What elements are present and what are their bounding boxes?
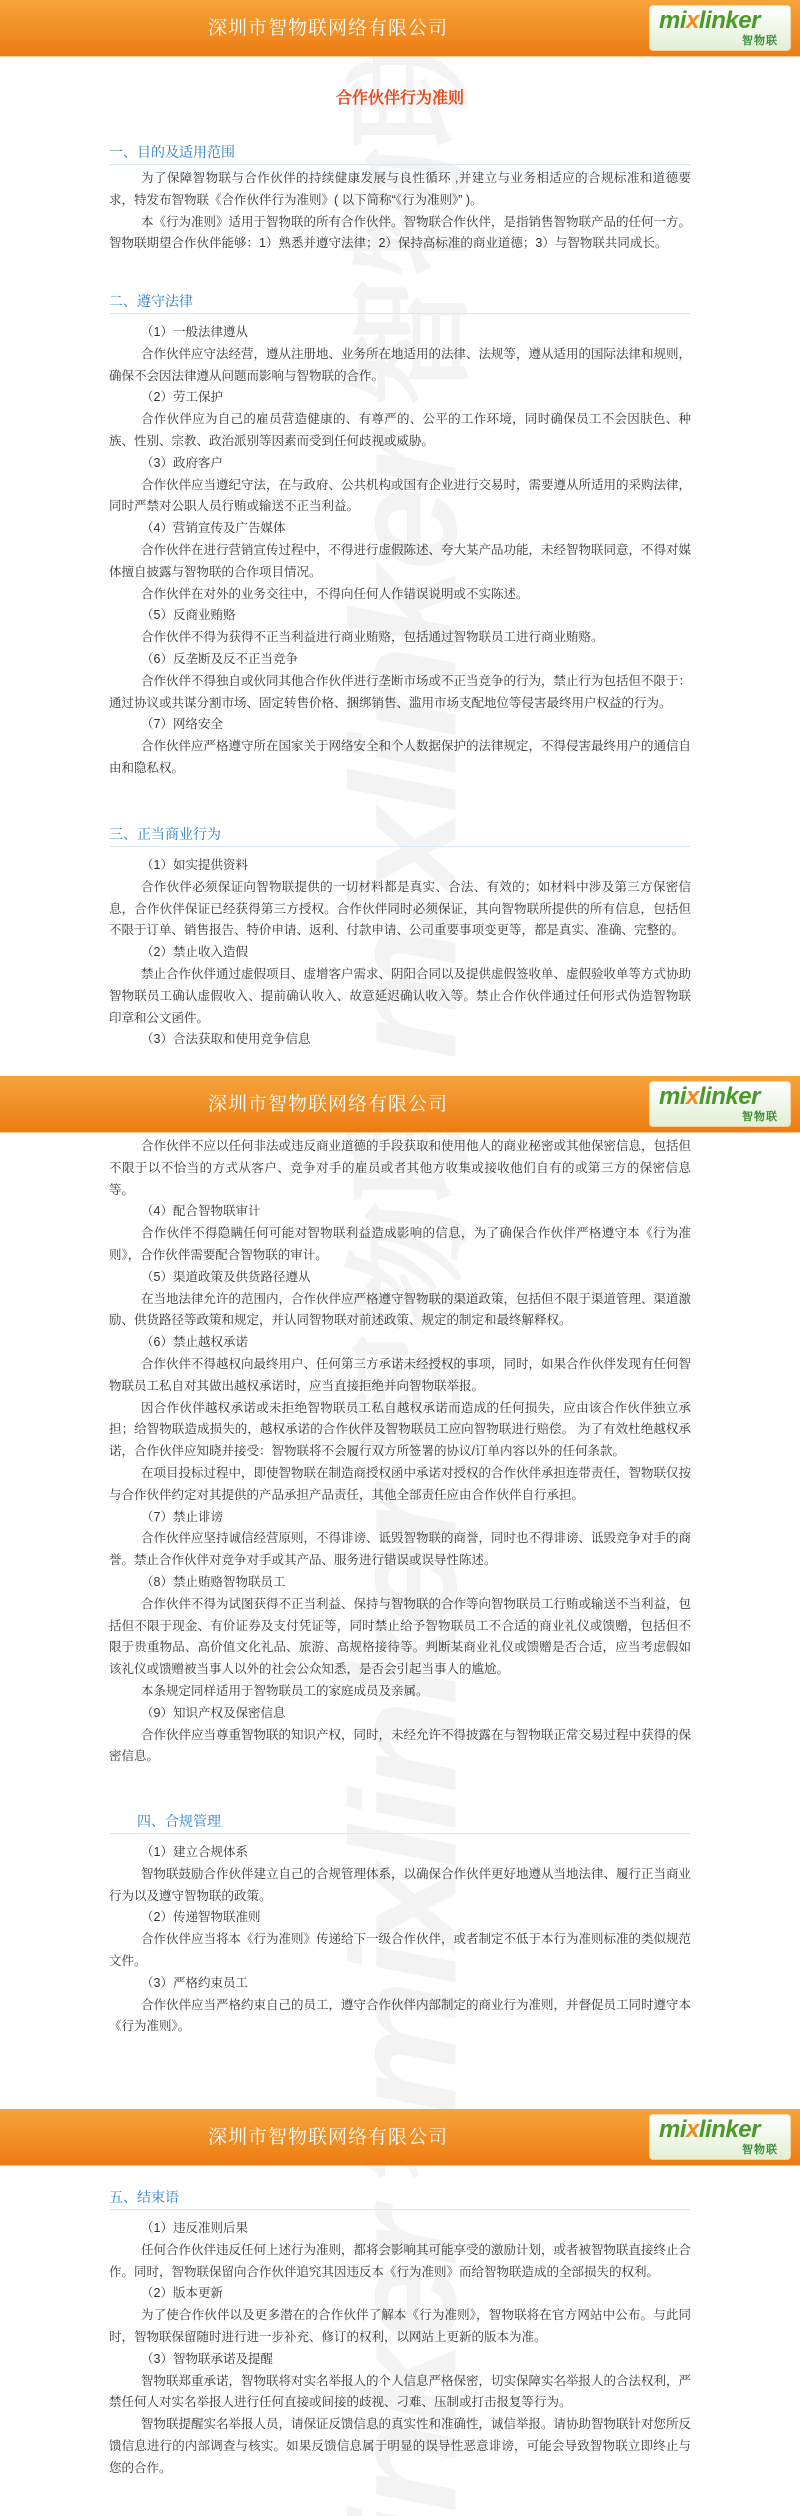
section-compliance-law — [109, 289, 691, 780]
logo-brand-part: mi — [659, 2116, 687, 2143]
paragraph: 在项目投标过程中，即使智物联在制造商授权函中承诺对授权的合作伙伴承担连带责任，智物联仅按与合作伙伴约定对其提供的产品承担产品责任，其他全部责任应由合作伙伴自行承担。 — [109, 1465, 692, 1502]
logo-brand — [659, 2116, 760, 2144]
item-label: （3）智物联承诺及提醒 — [141, 2351, 273, 2366]
document-title: 合作伙伴行为准则 — [335, 90, 464, 107]
logo-brand — [659, 1083, 760, 1111]
item-label: （1）一般法律遵从 — [141, 325, 248, 339]
paragraph: 合作伙伴应当遵纪守法，在与政府、公共机构或国有企业进行交易时，需要遵从所适用的采购法律，同时严禁对公职人员行贿或输送不正当利益。 — [109, 477, 692, 514]
paragraph: 合作伙伴不得独自或伙同其他合作伙伴进行垄断市场或不正当竞争的行为，禁止行为包括但不限于：通过协议或共谋分割市场、固定转售价格、捆绑销售、滥用市场支配地位等侵害最终用户权益的行为。 — [109, 673, 692, 710]
paragraph: 智物联鼓励合作伙伴建立自己的合规管理体系，以确保合作伙伴更好地遵从当地法律、履行正当商业行为以及遵守智物联的政策。 — [109, 1866, 692, 1903]
item-label: （7）网络安全 — [141, 717, 223, 732]
company-name: 深圳市智物联网络有限公司 — [208, 17, 449, 39]
logo-brand-x: x — [686, 2116, 699, 2143]
item-label: （5）渠道政策及供货路径遵从 — [141, 1269, 311, 1284]
page-2 — [0, 1076, 800, 2109]
paragraph: 为了保障智物联与合作伙伴的持续健康发展与良性循环 ,并建立与业务相适应的合规标准和道德要求，特发布智物联《合作伙伴行为准则》( 以下简称“《行为准则》” )。 — [109, 171, 691, 207]
item-label: （2）劳工保护 — [141, 390, 223, 405]
logo-brand-x: x — [686, 1083, 699, 1110]
logo-brand-part: linker — [698, 1083, 760, 1110]
mixlinker-logo — [650, 6, 790, 50]
item-label: （2）传递智物联准则 — [141, 1910, 261, 1925]
paragraph: 本条规定同样适用于智物联员工的家庭成员及亲属。 — [141, 1683, 429, 1698]
logo-cn: 智物联 — [742, 1111, 778, 1123]
item-label: （5）反商业贿赂 — [141, 608, 236, 623]
page-3 — [0, 2109, 800, 2516]
paragraph: 合作伙伴应坚持诚信经营原则，不得诽谤、诋毁智物联的商誉，同时也不得诽谤、诋毁竞争对手的商誉。禁止合作伙伴对竞争对手或其产品、服务进行错误或误导性陈述。 — [109, 1531, 692, 1568]
logo-brand-part: linker — [698, 7, 760, 34]
section-heading: 一、目的及适用范围 — [109, 140, 691, 165]
section-purpose-scope — [109, 140, 691, 255]
section-business-conduct-continued — [109, 1136, 691, 1768]
header-bar — [0, 1076, 800, 1133]
item-label: （1）如实提供资料 — [141, 858, 248, 872]
paragraph: 合作伙伴必须保证向智物联提供的一切材料都是真实、合法、有效的；如材料中涉及第三方保密信息，合作伙伴保证已经获得第三方授权。合作伙伴同时必须保证，其向智物联所提供的所有信息，包括但不限于订单、销售报告、特价申请、返利、付款申请、公司重要事项变更等，都是真实、准确、完整的。 — [109, 879, 691, 938]
item-label: （4）营销宣传及广告媒体 — [141, 521, 286, 536]
paragraph: 智物联提醒实名举报人员，请保证反馈信息的真实性和准确性，诚信举报。请协助智物联针对您所反馈信息进行的内部调查与核实。如果反馈信息属于明显的误导性恶意诽谤，可能会导致智物联立即终止与您的合作。 — [109, 2417, 692, 2475]
logo-cn: 智物联 — [742, 35, 778, 47]
paragraph: 合作伙伴不得隐瞒任何可能对智物联利益造成影响的信息，为了确保合作伙伴严格遵守本《行为准则》，合作伙伴需要配合智物联的审计。 — [109, 1226, 691, 1262]
mixlinker-logo — [650, 2115, 790, 2159]
section-heading: 四、合规管理 — [109, 1809, 691, 1834]
paragraph: 合作伙伴不应以任何非法或违反商业道德的手段获取和使用他人的商业秘密或其他保密信息，包括但不限于以不恰当的方式从客户、竞争对手的雇员或者其他方收集或接收他们自有的或第三方的保密信息等。 — [109, 1139, 692, 1197]
paragraph: 合作伙伴应严格遵守所在国家关于网络安全和个人数据保护的法律规定，不得侵害最终用户的通信自由和隐私权。 — [109, 739, 692, 775]
paragraph: 禁止合作伙伴通过虚假项目、虚增客户需求、阴阳合同以及提供虚假签收单、虚假验收单等方式协助智物联员工确认虚假收入、提前确认收入、故意延迟确认收入等。禁止合作伙伴通过任何形式伪造智物联印章和公文函件。 — [109, 966, 692, 1025]
logo-brand — [659, 7, 760, 35]
item-label: （4）配合智物联审计 — [141, 1204, 261, 1219]
logo-brand-part: mi — [659, 1083, 687, 1110]
item-label: （6）反垄断及反不正当竞争 — [141, 651, 298, 666]
paragraph: 合作伙伴在进行营销宣传过程中，不得进行虚假陈述、夸大某产品功能，未经智物联同意，不得对媒体擅自披露与智物联的合作项目情况。 — [109, 542, 692, 579]
item-label: （6）禁止越权承诺 — [141, 1335, 248, 1350]
item-label: （3）政府客户 — [141, 455, 223, 470]
paragraph: 合作伙伴在对外的业务交往中，不得向任何人作错误说明或不实陈述。 — [141, 586, 529, 601]
section-business-conduct — [109, 822, 691, 1051]
section-closing — [109, 2185, 691, 2480]
paragraph: 任何合作伙伴违反任何上述行为准则，都将会影响其可能享受的激励计划，或者被智物联直接终止合作。同时，智物联保留向合作伙伴追究其因违反本《行为准则》而给智物联造成的全部损失的权利。 — [109, 2242, 692, 2279]
logo-brand-part: linker — [698, 2116, 760, 2143]
paragraph: 因合作伙伴越权承诺或未拒绝智物联员工私自越权承诺而造成的任何损失，应由该合作伙伴独立承担；给智物联造成损失的，越权承诺的合作伙伴及智物联员工应向智物联进行赔偿。 为了有效杜绝越权承诺，合作伙伴应知晓并接受：智物联将不会履行双方所签署的协议/订单内容以外的任何条款。 — [109, 1400, 691, 1459]
paragraph: 合作伙伴应当将本《行为准则》传递给下一级合作伙伴，或者制定不低于本行为准则标准的类似规范文件。 — [109, 1932, 692, 1968]
paragraph: 本《行为准则》适用于智物联的所有合作伙伴。智物联合作伙伴，是指销售智物联产品的任何一方。智物联期望合作伙伴能够：1）熟悉并遵守法律；2）保持高标准的商业道德；3）与智物联共同成长。 — [109, 214, 692, 251]
header-bar — [0, 2109, 800, 2166]
logo-brand-part: mi — [659, 7, 687, 34]
paragraph: 合作伙伴不得为获得不正当利益进行商业贿赂，包括通过智物联员工进行商业贿赂。 — [141, 630, 604, 645]
item-label: （3）严格约束员工 — [141, 1975, 248, 1990]
item-label: （3）合法获取和使用竞争信息 — [141, 1032, 311, 1047]
header-bar — [0, 0, 800, 57]
item-label: （1）违反准则后果 — [141, 2221, 248, 2235]
paragraph: 合作伙伴不得为试图获得不正当利益、保持与智物联的合作等向智物联员工行贿或输送不当利益，包括但不限于现金、有价证券及支付凭证等，同时禁止给予智物联员工不合适的商业礼仪或馈赠，包括但不限于贵重物品、高价值文化礼品、旅游、高规格接待等。判断某商业礼仪或馈赠是否合适，应当考虑假如该礼仪或馈赠被当事人以外的社会公众知悉，是否会引起当事人的尴尬。 — [109, 1596, 692, 1677]
item-label: （7）禁止诽谤 — [141, 1509, 223, 1524]
paragraph: 合作伙伴应为自己的雇员营造健康的、有尊严的、公平的工作环境，同时确保员工不会因肤色、种族、性别、宗教、政治派别等因素而受到任何歧视或威胁。 — [109, 412, 691, 448]
paragraph: 智物联郑重承诺，智物联将对实名举报人的个人信息严格保密，切实保障实名举报人的合法权利，严禁任何人对实名举报人进行任何直接或间接的歧视、刁难、压制或打击报复等行为。 — [109, 2373, 692, 2410]
section-compliance-management — [109, 1809, 691, 2038]
paragraph: 为了使合作伙伴以及更多潜在的合作伙伴了解本《行为准则》，智物联将在官方网站中公布。与此同时，智物联保留随时进行进一步补充、修订的权利，以网站上更新的版本为准。 — [109, 2308, 691, 2344]
item-label: （8）禁止贿赂智物联员工 — [141, 1574, 286, 1589]
section-heading: 五、结束语 — [109, 2185, 691, 2210]
paragraph: 合作伙伴应守法经营，遵从注册地、业务所在地适用的法律、法规等，遵从适用的国际法律和规则，确保不会因法律遵从问题而影响与智物联的合作。 — [109, 346, 692, 383]
item-label: （1）建立合规体系 — [141, 1845, 248, 1859]
page-1 — [0, 0, 800, 1076]
company-name: 深圳市智物联网络有限公司 — [208, 1093, 449, 1115]
logo-cn: 智物联 — [742, 2144, 778, 2156]
section-heading: 三、正当商业行为 — [109, 822, 691, 847]
item-label: （2）版本更新 — [141, 2286, 223, 2301]
logo-brand-x: x — [686, 7, 699, 34]
item-label: （9）知识产权及保密信息 — [141, 1705, 286, 1720]
section-heading: 二、遵守法律 — [109, 289, 691, 314]
item-label: （2）禁止收入造假 — [141, 945, 248, 960]
paragraph: 合作伙伴应当严格约束自己的员工，遵守合作伙伴内部制定的商业行为准则，并督促员工同时遵守本《行为准则》。 — [109, 1997, 692, 2034]
paragraph: 在当地法律允许的范围内，合作伙伴应严格遵守智物联的渠道政策，包括但不限于渠道管理、渠道激励、供货路径等政策和规定，并认同智物联对前述政策、规定的制定和最终解释权。 — [109, 1291, 692, 1328]
company-name: 深圳市智物联网络有限公司 — [208, 2126, 449, 2148]
paragraph: 合作伙伴不得越权向最终用户、任何第三方承诺未经授权的事项，同时，如果合作伙伴发现有任何智物联员工私自对其做出越权承诺时，应当直接拒绝并向智物联举报。 — [109, 1356, 692, 1393]
mixlinker-logo — [650, 1082, 790, 1126]
paragraph: 合作伙伴应当尊重智物联的知识产权，同时，未经允许不得披露在与智物联正常交易过程中获得的保密信息。 — [109, 1727, 692, 1764]
